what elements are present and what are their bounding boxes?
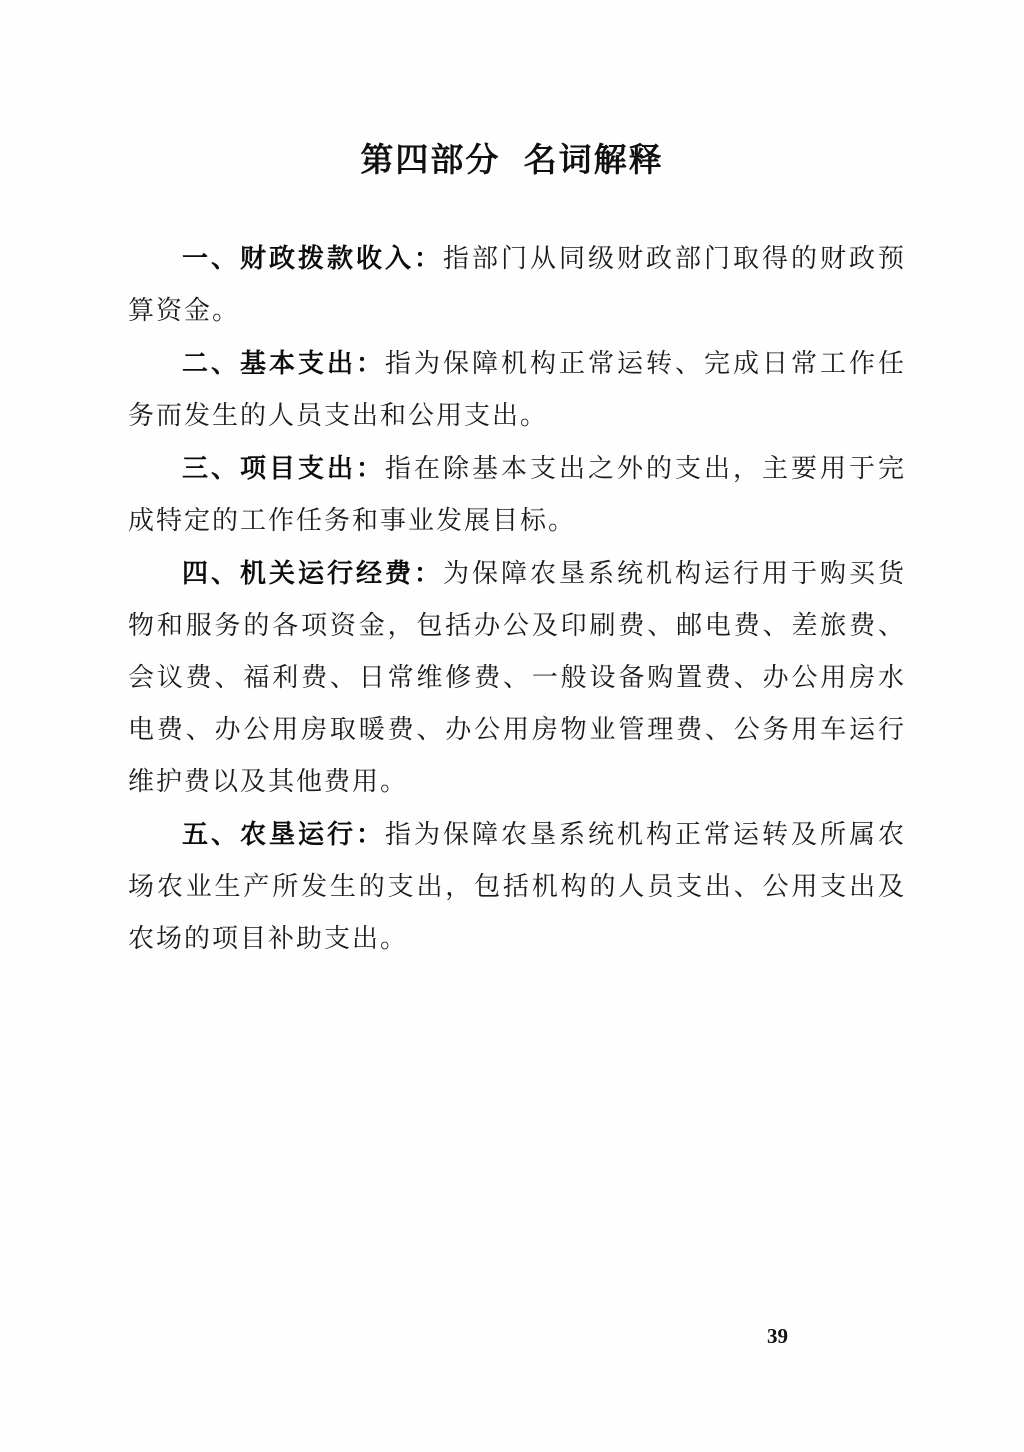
term-label: 四、机关运行经费： [182,558,443,588]
definition-text: 指在除基本支出之外的支出，主要用于完成特定的工作任务和事业发展目标。 [128,454,906,535]
page-title: 第四部分 名词解释 [360,141,664,178]
definition-text: 指为保障农垦系统机构正常运转及所属农场农业生产所发生的支出，包括机构的人员支出、公用支出及农场的项目补助支出。 [128,820,906,953]
term-label: 五、农垦运行： [182,819,385,849]
glossary-content [128,232,906,965]
definition-paragraph [128,232,906,337]
definition-paragraph [128,547,906,808]
definition-paragraph [128,442,906,547]
definition-text: 指部门从同级财政部门取得的财政预算资金。 [128,244,906,325]
page-number: 39 [767,1324,788,1348]
definition-text: 指为保障机构正常运转、完成日常工作任务而发生的人员支出和公用支出。 [128,349,906,430]
definition-text: 为保障农垦系统机构运行用于购买货物和服务的各项资金，包括办公及印刷费、邮电费、差旅费、会议费、福利费、日常维修费、一般设备购置费、办公用房水电费、办公用房取暖费、办公用房物业管理费、公务用车运行维护费以及其他费用。 [128,559,906,796]
definition-paragraph [128,808,906,965]
term-label: 三、项目支出： [182,453,385,483]
definition-paragraph [128,337,906,442]
term-label: 一、财政拨款收入： [182,243,443,273]
term-label: 二、基本支出： [182,348,385,378]
